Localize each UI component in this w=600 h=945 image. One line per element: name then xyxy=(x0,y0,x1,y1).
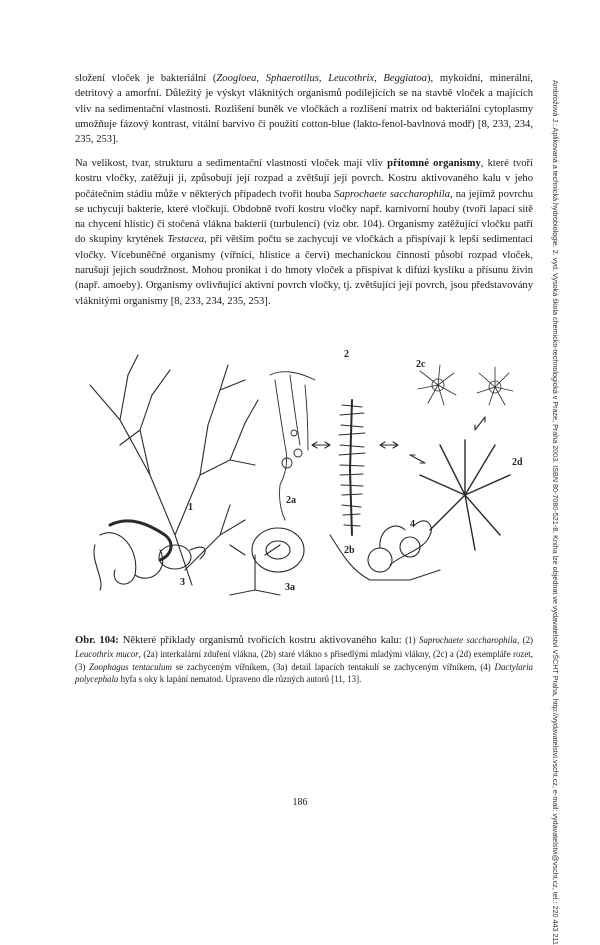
italic-text: Dactylaria polycephala xyxy=(75,661,533,685)
caption-lead: Některé příklady organismů tvořících kostru aktivovaného kalu: xyxy=(118,635,402,646)
text-run: ), mykoidní, minerální, detritový a amorfní. Důležitý je výskyt vláknitých organismů podílejících se na stavbě vloček a majících vliv na sedimentační vlastnosti. Rozlišení buněk ve vločkách a rozlišení matrix od bakteriální cytoplasmy umožňuje fázový kontrast, vitální barvivo či použití cotton-blue (lakto-fenol-bavlnová modř) [8, 233, 234, 235, 253]. xyxy=(75,73,533,146)
label-2a: 2a xyxy=(286,495,296,506)
italic-text: Testacea xyxy=(167,234,205,246)
paragraph-2 xyxy=(75,156,533,309)
figure-caption xyxy=(75,634,533,686)
text-run: , (2a) interkalární zduření vlákna, (2b) staré vlákno s přisedlými mladými vlákny, (2c) a (2d) exempláře rozet, (3) xyxy=(75,648,533,672)
label-2d: 2d xyxy=(512,457,523,468)
paragraph-1 xyxy=(75,71,533,147)
text-run: , (2) xyxy=(516,635,533,645)
text-run: Na velikost, tvar, strukturu a sedimentační vlastnosti vloček mají vliv xyxy=(75,158,388,169)
saprochaete-drawing xyxy=(90,355,258,585)
text-run: , při větším počtu se zachycují ve vločkách a přispívají k lepší sedimentaci vločky. Vícebuněčné organismy (vířnící, hlístice a červi) mechanickou činností působí rozpad vloček, narušují jejich soudržnost. Mohou pronikat i do hmoty vloček a přispívat k difúzi kyslíku a přísunu živin (např. amoeby). Organismy ovlivňující aktivní povrch vločky, tj. zvětšující její povrch, jsou představovány vláknitými organismy [8, 233, 234, 235, 253]. xyxy=(75,234,534,307)
label-3a: 3a xyxy=(285,582,295,593)
italic-text: Zoophagus tentaculum xyxy=(89,661,172,672)
rosette-2d-drawing xyxy=(420,440,510,550)
bold-text: přítomné organismy xyxy=(387,158,481,169)
label-2b: 2b xyxy=(344,545,355,556)
italic-text: Zoogloea, Sphaerotilus, Leucothrix, Beggiatoa xyxy=(216,73,427,84)
label-2c: 2c xyxy=(416,359,426,370)
label-4: 4 xyxy=(410,519,415,530)
rosette-2c-drawing xyxy=(418,365,513,405)
text-run: (1) xyxy=(401,635,420,645)
page-number: 186 xyxy=(292,797,308,808)
text-run: složení vloček je bakteriální ( xyxy=(75,73,217,84)
side-citation-text: Ambrožová J.: Aplikovaná a technická hydrobiologie. 2. vyd. Vysoká škola chemicko-technologická v Praze, Praha 2003. ISBN 80-7080-521-8. Kniha lze objednat ve vydavatelství VŠCHT Praha, http://vydavatelstvi.vscht.cz, e-mail: vydavatelstvi@vscht.cz, tel.: 220 443 211 xyxy=(551,80,560,945)
label-1: 1 xyxy=(188,502,193,513)
zoophagus-drawing xyxy=(94,521,205,590)
text-run: se zachyceným vířníkem, (3a) detail lapacích tentakulí se zachyceným vířníkem, (4) xyxy=(171,661,495,672)
text-run: hyfa s oky k lapání nematod. Upraveno dle různých autorů [11, 13]. xyxy=(118,674,362,685)
caption-heading: Obr. 104: xyxy=(75,635,119,646)
figure-104-illustration xyxy=(80,335,540,605)
leucothrix-2b-drawing xyxy=(339,400,365,535)
label-2: 2 xyxy=(344,349,349,360)
italic-text: Leucothrix mucor xyxy=(75,648,139,659)
label-3: 3 xyxy=(180,577,185,588)
italic-text: Saprochaete saccharophila xyxy=(419,635,517,645)
italic-text: Saprochaete saccharophila xyxy=(334,188,450,200)
side-citation xyxy=(551,80,572,945)
text-run: , na jejímž povrchu se uchycují bakterie, které vločkují. Obdobně tvoří kostru vločky např. karnivorní houby (tvoří lapací sítě na chycení hlístic) či stočená vlákna bakterií (turbulencí) (viz obr. 104). Organismy zatěžující vločku patří do skupiny krytének xyxy=(75,188,533,246)
text-run: , které tvoří kostru vločky, zatěžují ji, způsobují její rozpad a zvětšují její povrch. Kostru aktivovaného kalu v jeho počátečním stádiu může v některých případech tvořit houba xyxy=(75,158,533,200)
